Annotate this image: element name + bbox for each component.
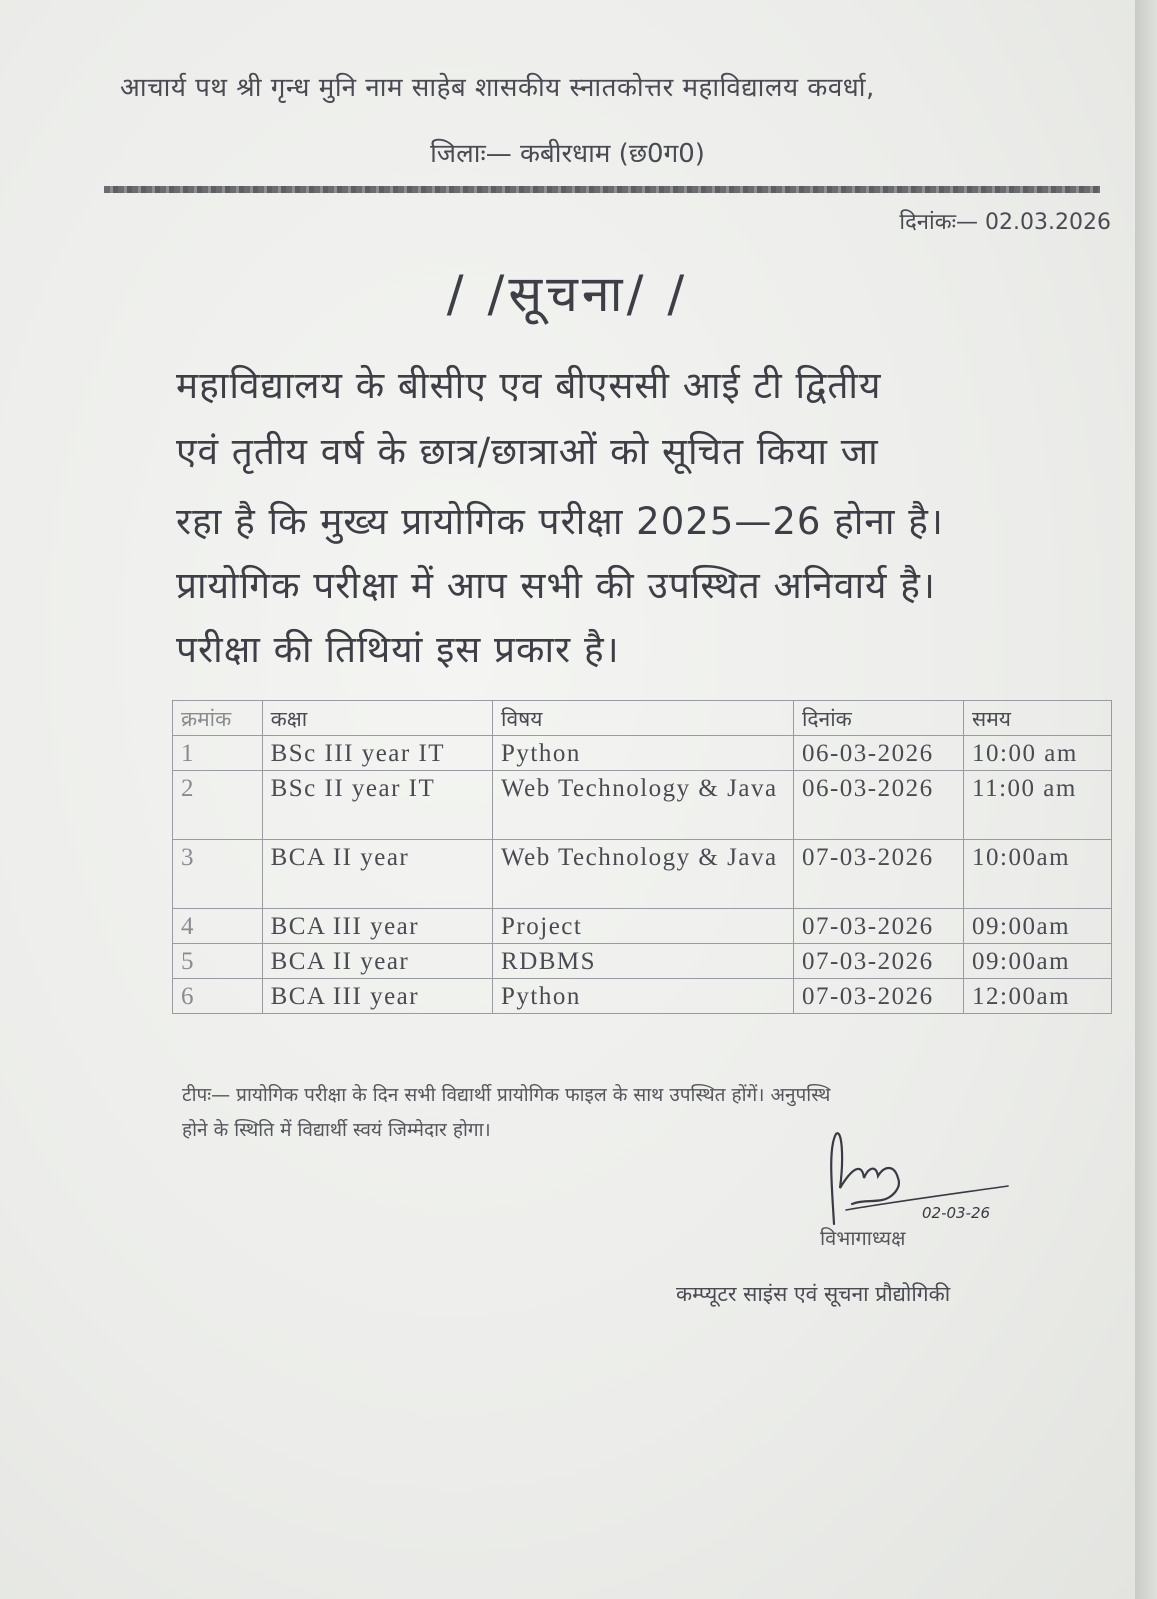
row-date: 07-03-2026 [793,840,963,909]
row-date: 07-03-2026 [793,979,963,1014]
row-subject: Python [493,979,794,1014]
body-line: परीक्षा की तिथियां इस प्रकार है। [176,628,620,671]
header-date: दिनांक [793,701,963,736]
row-serial: 5 [173,944,263,979]
signature-date: 02-03-26 [922,1204,991,1222]
row-subject: RDBMS [493,944,794,979]
row-class: BCA II year [262,944,492,979]
row-date: 06-03-2026 [793,771,963,840]
row-serial: 6 [173,979,263,1014]
row-subject: Web Technology & Java [493,840,794,909]
table-row [173,840,1112,909]
row-serial: 1 [173,736,263,771]
notice-title: / /सूचना/ / [446,265,689,323]
header-class: कक्षा [262,701,492,736]
row-serial: 4 [173,909,263,944]
row-time: 12:00am [964,979,1112,1014]
row-date: 07-03-2026 [793,909,963,944]
body-line: महाविद्यालय के बीसीए एव बीएससी आई टी द्वितीय [176,364,882,407]
notice-date: दिनांकः— 02.03.2026 [899,210,1111,235]
body-line: प्रायोगिक परीक्षा में आप सभी की उपस्थित अनिवार्य है। [176,564,936,607]
row-time: 09:00am [964,944,1112,979]
row-subject: Project [493,909,794,944]
row-class: BSc III year IT [262,736,492,771]
row-date: 06-03-2026 [793,736,963,771]
row-time: 10:00 am [964,736,1112,771]
row-class: BCA III year [262,979,492,1014]
table-header-row [173,701,1112,736]
table-row [173,979,1112,1014]
note-line: होने के स्थिति में विद्यार्थी स्वयं जिम्मेदार होगा। [182,1119,491,1141]
row-time: 11:00 am [964,771,1112,840]
body-line: रहा है कि मुख्य प्रायोगिक परीक्षा 2025—26 होना है। [176,500,944,543]
row-serial: 2 [173,771,263,840]
district-line: जिलाः— कबीरधाम (छ0ग0) [430,139,705,169]
body-line: एवं तृतीय वर्ष के छात्र/छात्राओं को सूचित किया जा [176,430,879,473]
handwritten-signature [822,1128,1022,1228]
row-class: BSc II year IT [262,771,492,840]
row-subject: Web Technology & Java [493,771,794,840]
department-name: कम्प्यूटर साइंस एवं सूचना प्रौद्योगिकी [676,1282,951,1306]
table-row [173,909,1112,944]
header-serial: क्रमांक [173,701,263,736]
row-time: 09:00am [964,909,1112,944]
row-subject: Python [493,736,794,771]
row-date: 07-03-2026 [793,944,963,979]
row-serial: 3 [173,840,263,909]
exam-schedule-table [172,700,1112,1014]
college-name: आचार्य पथ श्री गृन्ध मुनि नाम साहेब शासकीय स्नातकोत्तर महाविद्यालय कवर्धा, [120,73,875,103]
header-time: समय [964,701,1112,736]
table-row [173,771,1112,840]
table-row [173,736,1112,771]
table-row [173,944,1112,979]
background-edge [1135,0,1157,1599]
signatory-title: विभागाध्यक्ष [820,1226,906,1250]
header-subject: विषय [493,701,794,736]
row-class: BCA II year [262,840,492,909]
row-time: 10:00am [964,840,1112,909]
row-class: BCA III year [262,909,492,944]
note-line: टीपः— प्रायोगिक परीक्षा के दिन सभी विद्यार्थी प्रायोगिक फाइल के साथ उपस्थित होंगें। अनुपस्थि [182,1084,831,1106]
header-divider [104,186,1100,193]
